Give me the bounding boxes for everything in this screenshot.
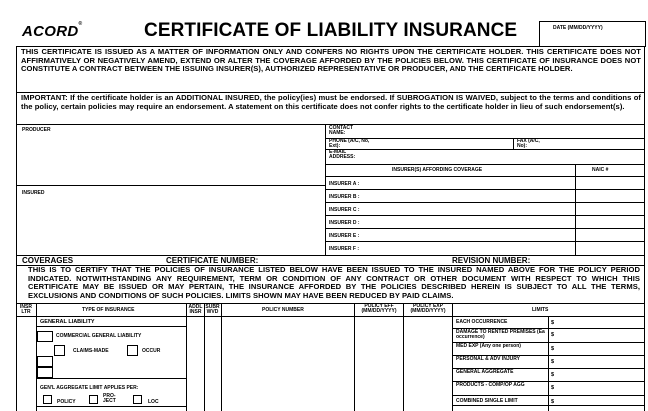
form-title: CERTIFICATE OF LIABILITY INSURANCE [144, 20, 518, 41]
producer-label: PRODUCER [22, 127, 51, 133]
insurer-a-field[interactable] [370, 177, 574, 189]
col-subr: SUBR WVD [205, 304, 220, 315]
limit-dollar-field[interactable]: $ [551, 385, 555, 391]
gl-line-1 [36, 326, 186, 327]
insurers-header: INSURER(S) AFFORDING COVERAGE [392, 167, 483, 173]
col-policy-number: POLICY NUMBER [262, 307, 304, 313]
limit-row-line [452, 405, 645, 406]
limit-dollar-field[interactable]: $ [551, 372, 555, 378]
coverage-text: THIS IS TO CERTIFY THAT THE POLICIES OF INSURANCE LISTED BELOW HAVE BEEN ISSUED TO THE INSURED NAMED ABOVE FOR THE POLICY PERIOD INDICATED. NOTWITHSTANDING ANY REQUIREMENT, TERM OR CONDITION OF ANY CONTRACT OR OTHER DOCUMENT WITH RESPECT TO WHICH THIS CERTIFICATE MAY BE ISSUED OR MAY PERTAIN, THE INSURANCE AFFORDED BY THE POLICIES DESCRIBED HEREIN IS SUBJECT TO ALL THE TERMS, EXCLUSIONS AND CONDITIONS OF SUCH POLICIES. LIMITS SHOWN MAY HAVE BEEN REDUCED BY PAID CLAIMS. [28, 265, 640, 300]
contact-divider-2 [325, 149, 645, 150]
limit-label: PERSONAL & ADV INJURY [456, 356, 520, 362]
insurer-f-field[interactable] [370, 242, 574, 254]
insurer-e-field[interactable] [370, 229, 574, 241]
col-line-6 [403, 303, 404, 411]
contact-name-label: CONTACT NAME: [329, 125, 354, 136]
insurer-d-label: INSURER D : [329, 220, 360, 226]
email-label: E-MAIL ADDRESS: [329, 149, 356, 160]
limit-dollar-field[interactable]: $ [551, 359, 555, 365]
col-insr-ltr: INSR LTR [20, 304, 32, 315]
occur-label: OCCUR [142, 348, 161, 354]
col-addl: ADDL INSR [188, 304, 203, 315]
disclaimer-text: THIS CERTIFICATE IS ISSUED AS A MATTER OF INFORMATION ONLY AND CONFERS NO RIGHTS UPON THE CERTIFICATE HOLDER. THIS CERTIFICATE DOES NOT AFFIRMATIVELY OR NEGATIVELY AMEND, EXTEND OR ALTER THE COVERAGE AFFORDED BY THE POLICIES BELOW. THIS CERTIFICATE OF INSURANCE DOES NOT CONSTITUTE A CONTRACT BETWEEN THE ISSUING INSURER(S), AUTHORIZED REPRESENTATIVE OR PRODUCER, AND THE CERTIFICATE HOLDER. [21, 47, 641, 74]
naic-header: NAIC # [592, 167, 609, 173]
insurer-d-field[interactable] [370, 216, 574, 228]
insurer-b-label: INSURER B : [329, 194, 360, 200]
occur-checkbox[interactable] [127, 345, 138, 356]
col-line-3 [204, 303, 205, 411]
certificate-number-label: CERTIFICATE NUMBER: [166, 256, 259, 265]
limit-dollar-field[interactable]: $ [551, 320, 555, 326]
limit-dollar-field[interactable]: $ [551, 332, 555, 338]
contact-divider-3 [325, 164, 645, 165]
insurer-e-label: INSURER E : [329, 233, 360, 239]
claims-made-label: CLAIMS-MADE [73, 348, 109, 354]
col-exp: POLICY EXP (MM/DD/YYYY) [410, 303, 446, 314]
insured-field[interactable] [17, 186, 324, 253]
col-type: TYPE OF INSURANCE [82, 307, 135, 313]
col-eff: POLICY EFF (MM/DD/YYYY) [361, 303, 397, 314]
acord-logo: ACORD® [22, 21, 83, 40]
date-label: DATE (MM/DD/YYYY) [553, 25, 603, 31]
coverage-top-line [16, 255, 645, 256]
aggregate-applies-label: GEN'L AGGREGATE LIMIT APPLIES PER: [40, 385, 139, 391]
limit-label: GENERAL AGGREGATE [456, 369, 514, 375]
limit-label: EACH OCCURRENCE [456, 319, 508, 325]
insurer-c-field[interactable] [370, 203, 574, 215]
project-label: PRO-JECT [103, 393, 116, 404]
important-text: IMPORTANT: If the certificate holder is an ADDITIONAL INSURED, the policy(ies) must be endorsed. If SUBROGATION IS WAIVED, subject to the terms and conditions of the policy, certain policies may require an endorsement. A statement on this certificate does not confer rights to the certificate holder in lieu of such endorsement(s). [21, 93, 641, 111]
insurer-c-label: INSURER C : [329, 207, 360, 213]
limit-label: DAMAGE TO RENTED PREMISES (Ea occurrence) [456, 329, 545, 340]
fax-label: FAX (A/C, No): [517, 138, 540, 149]
insurer-b-field[interactable] [370, 190, 574, 202]
claims-made-checkbox[interactable] [54, 345, 65, 356]
phone-fax-splitter [513, 138, 514, 149]
insurer-f-label: INSURER F : [329, 246, 359, 252]
limit-label: PRODUCTS - COMP/OP AGG [456, 382, 525, 388]
col-line-8 [548, 316, 549, 411]
loc-checkbox[interactable] [133, 395, 142, 404]
limit-row-line [452, 395, 645, 396]
insured-label: INSURED [22, 190, 45, 196]
gl-blank-checkbox-1[interactable] [37, 356, 53, 367]
policy-checkbox[interactable] [43, 395, 52, 404]
revision-number-label: REVISION NUMBER: [452, 256, 531, 265]
commercial-gl-label: COMMERCIAL GENERAL LIABILITY [56, 333, 142, 339]
table-header-top [16, 303, 645, 304]
col-limits: LIMITS [532, 307, 549, 313]
phone-label: PHONE (A/C, No, Ext): [329, 138, 370, 149]
project-checkbox[interactable] [89, 395, 98, 404]
limit-dollar-field[interactable]: $ [551, 346, 555, 352]
coverages-label: COVERAGES [22, 256, 74, 265]
insurer-a-label: INSURER A : [329, 181, 360, 187]
col-line-4 [221, 303, 222, 411]
commercial-gl-checkbox[interactable] [37, 331, 53, 342]
loc-label: LOC [148, 399, 159, 405]
col-line-5 [354, 303, 355, 411]
limit-label: COMBINED SINGLE LIMIT [456, 398, 518, 404]
producer-field[interactable] [17, 125, 324, 185]
col-line-2 [186, 303, 187, 411]
limit-dollar-field[interactable]: $ [551, 399, 555, 405]
general-liability-label: GENERAL LIABILITY [40, 319, 95, 325]
table-header-bottom [16, 316, 645, 317]
gl-line-3 [36, 406, 186, 407]
gl-blank-checkbox-2[interactable] [37, 367, 53, 378]
gl-line-2 [36, 378, 186, 379]
policy-label: POLICY [57, 399, 76, 405]
limit-label: MED EXP (Any one person) [456, 343, 521, 349]
